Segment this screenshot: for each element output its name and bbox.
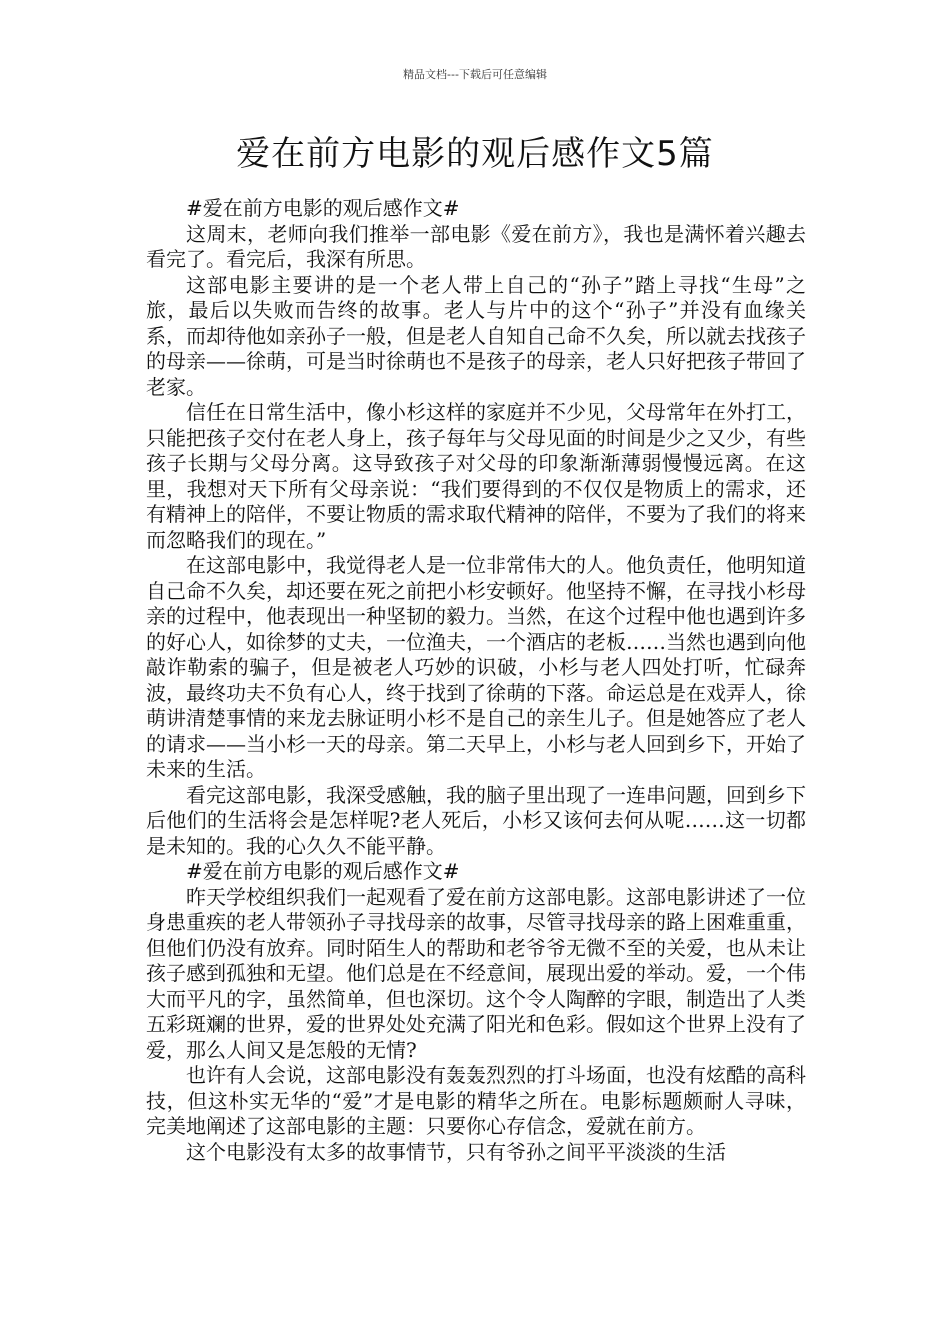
paragraph: 这部电影主要讲的是一个老人带上自己的“孙子”踏上寻找“生母”之旅，最后以失败而告终的故事。老人与片中的这个“孙子”并没有血缘关系，而却待他如亲孙子一般，但是老人自知自己命不久矣，所以就去找孩子的母亲——徐萌，可是当时徐萌也不是孩子的母亲，老人只好把孩子带回了老家。	[146, 272, 806, 399]
paragraph: 这个电影没有太多的故事情节，只有爷孙之间平平淡淡的生活	[186, 1139, 726, 1164]
document-body	[146, 196, 806, 1165]
document-title: 爱在前方电影的观后感作文5篇	[236, 134, 714, 174]
header-note: 精品文档---下载后可任意编辑	[403, 68, 547, 81]
paragraph: 在这部电影中，我觉得老人是一位非常伟大的人。他负责任，他明知道自己命不久矣，却还要在死之前把小杉安顿好。他坚持不懈，在寻找小杉母亲的过程中，他表现出一种坚韧的毅力。当然，在这个过程中他也遇到许多的好心人，如徐梦的丈夫，一位渔夫，一个酒店的老板……当然也遇到向他敲诈勒索的骗子，但是被老人巧妙的识破，小杉与老人四处打听，忙碌奔波，最终功夫不负有心人，终于找到了徐萌的下落。命运总是在戏弄人，徐萌讲清楚事情的来龙去脉证明小杉不是自己的亲生儿子。但是她答应了老人的请求——当小杉一天的母亲。第二天早上，小杉与老人回到乡下，开始了未来的生活。	[146, 553, 806, 781]
paragraph: 也许有人会说，这部电影没有轰轰烈烈的打斗场面，也没有炫酷的高科技，但这朴实无华的“爱”才是电影的精华之所在。电影标题颇耐人寻味，完美地阐述了这部电影的主题：只要你心存信念，爱就在前方。	[146, 1063, 806, 1138]
paragraph-tag-2: #爱在前方电影的观后感作文#	[186, 859, 460, 883]
paragraph: 信任在日常生活中，像小杉这样的家庭并不少见，父母常年在外打工，只能把孩子交付在老人身上，孩子每年与父母见面的时间是少之又少，有些孩子长期与父母分离。这导致孩子对父母的印象渐渐薄弱慢慢远离。在这里，我想对天下所有父母亲说：“我们要得到的不仅仅是物质上的需求，还有精神上的陪伴，不要让物质的需求取代精神的陪伴，不要为了我们的将来而忽略我们的现在。”	[146, 400, 806, 552]
paragraph: 看完这部电影，我深受感触，我的脑子里出现了一连串问题，回到乡下后他们的生活将会是怎样呢?老人死后，小杉又该何去何从呢……这一切都是未知的。我的心久久不能平静。	[146, 782, 806, 858]
paragraph: 这周末，老师向我们推举一部电影《爱在前方》，我也是满怀着兴趣去看完了。看完后，我深有所思。	[146, 221, 806, 271]
paragraph: 昨天学校组织我们一起观看了爱在前方这部电影。这部电影讲述了一位身患重疾的老人带领孙子寻找母亲的故事，尽管寻找母亲的路上困难重重，但他们仍没有放弃。同时陌生人的帮助和老爷爷无微不至的关爱，也从未让孩子感到孤独和无望。他们总是在不经意间，展现出爱的举动。爱，一个伟大而平凡的字，虽然简单，但也深切。这个令人陶醉的字眼，制造出了人类五彩斑斓的世界，爱的世界处处充满了阳光和色彩。假如这个世界上没有了爱，那么人间又是怎般的无情?	[146, 884, 806, 1062]
paragraph-tag-1: #爱在前方电影的观后感作文#	[186, 196, 460, 220]
